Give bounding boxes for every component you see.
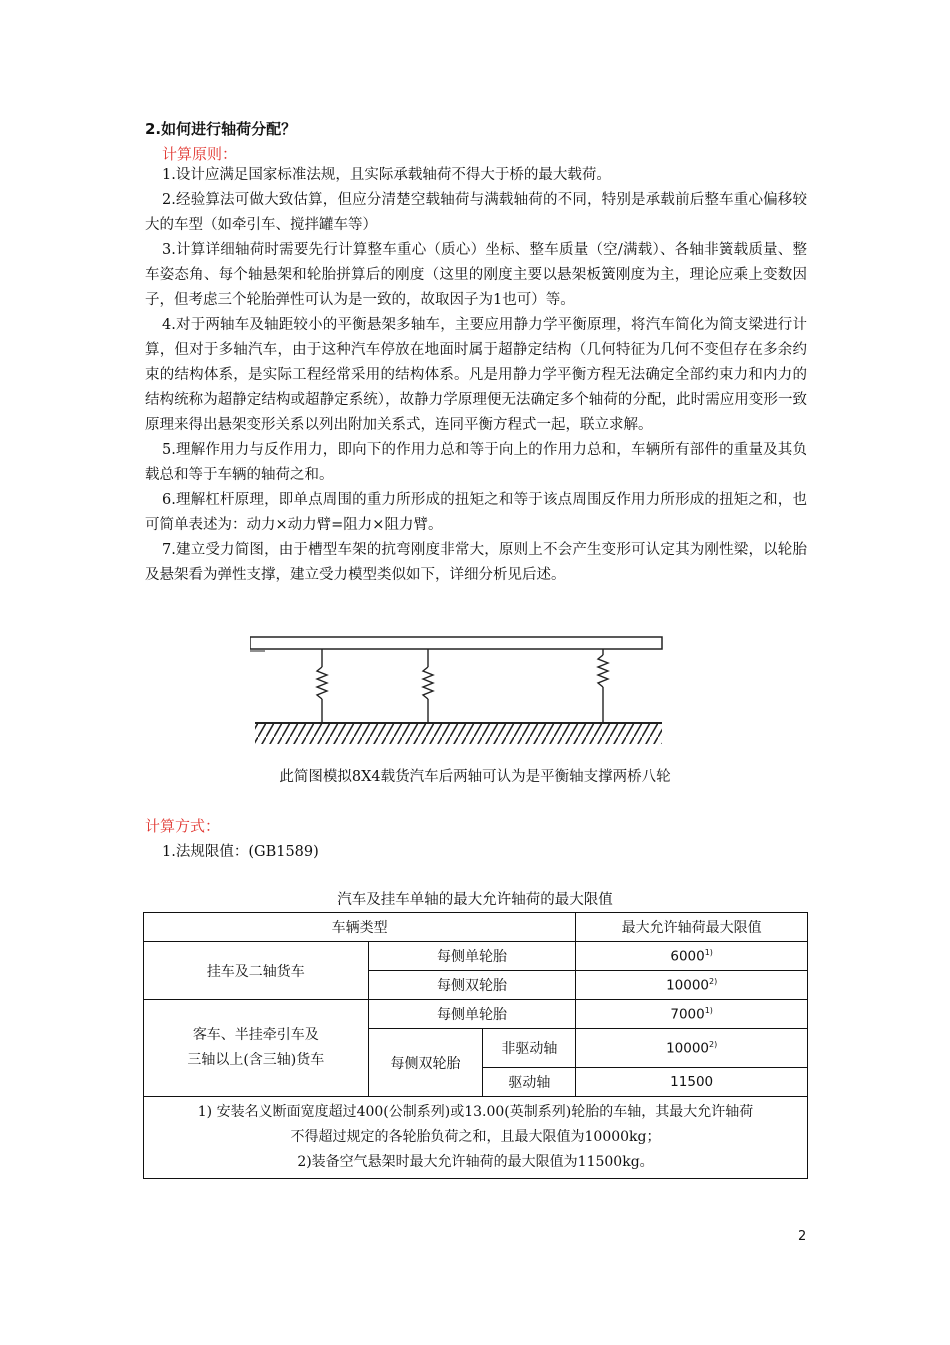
dual-tire-label: 每侧双轮胎 [368, 971, 576, 1000]
spring-support [423, 649, 433, 723]
method-item: 1.法规限值：(GB1589) [162, 844, 319, 860]
header-max-load: 最大允许轴荷最大限值 [576, 913, 808, 942]
table-cell-value: 7000$^{1)}$ [576, 1000, 808, 1029]
table-title: 汽车及挂车单轴的最大允许轴荷的最大限值 [337, 892, 613, 908]
table-notes [144, 1097, 808, 1179]
drive-axle-label: 驱动轴 [483, 1068, 576, 1097]
axle-load-table [143, 912, 808, 1179]
single-tire-label: 每侧单轮胎 [368, 1000, 576, 1029]
principle-item: 5.理解作用力与反作用力，即向下的作用力总和等于向上的作用力总和，车辆所有部件的重量及其负载总和等于车辆的轴荷之和。 [145, 442, 807, 483]
rigid-beam [250, 637, 662, 649]
spring-support [317, 649, 327, 723]
spring-support [598, 649, 608, 723]
principle-item: 7.建立受力简图，由于槽型车架的抗弯刚度非常大，原则上不会产生变形可认定其为刚性梁，以轮胎及悬架看为弹性支撑，建立受力模型类似如下，详细分析见后述。 [145, 542, 807, 583]
note-line: 2)装备空气悬架时最大允许轴荷的最大限值为11500kg。 [297, 1154, 654, 1170]
principle-item: 6.理解杠杆原理，即单点周围的重力所形成的扭矩之和等于该点周围反作用力所形成的扭矩之和，也可简单表述为：动力×动力臂=阻力×阻力臂。 [145, 492, 807, 533]
table-cell-value: 11500 [576, 1068, 808, 1097]
table-cell-value: 10000$^{2)}$ [576, 971, 808, 1000]
non-drive-axle-label: 非驱动轴 [483, 1029, 576, 1068]
ground-hatch [255, 724, 662, 744]
principles-list [145, 163, 807, 588]
group-trailer-two-axle: 挂车及二轴货车 [144, 942, 369, 1000]
section-heading: 2.如何进行轴荷分配？ [145, 120, 297, 138]
note-line: 不得超过规定的各轮胎负荷之和，且最大限值为10000kg； [290, 1129, 661, 1145]
header-vehicle-type: 车辆类型 [144, 913, 576, 942]
note-line: 1) 安装名义断面宽度超过400(公制系列)或13.00(英制系列)轮胎的车轴，其最大允许轴荷 [197, 1104, 754, 1120]
principle-item: 4.对于两轴车及轴距较小的平衡悬架多轴车，主要应用静力学平衡原理，将汽车简化为简支梁进行计算，但对于多轴汽车，由于这种汽车停放在地面时属于超静定结构（几何特征为几何不变但存在多余约束的结构体系，是实际工程经常采用的结构体系。凡是用静力学平衡方程无法确定全部约束力和内力的结构统称为超静定结构或超静定系统），故静力学原理便无法确定多个轴荷的分配，此时需应用变形一致原理来得出悬架变形关系以列出附加关系式，连同平衡方程式一起，联立求解。 [145, 317, 807, 433]
single-tire-label: 每侧单轮胎 [368, 942, 576, 971]
table-cell-value: 6000$^{1)}$ [576, 942, 808, 971]
group-bus-tractor-truck: 客车、半挂牵引车及 三轴以上(含三轴)货车 [144, 1000, 369, 1097]
dual-tire-label: 每侧双轮胎 [368, 1029, 483, 1097]
table-cell-value: 10000$^{2)}$ [576, 1029, 808, 1068]
force-diagram [250, 625, 670, 750]
principle-item: 1.设计应满足国家标准法规，且实际承载轴荷不得大于桥的最大载荷。 [162, 167, 611, 183]
page-number: 2 [798, 1229, 807, 1244]
diagram-caption: 此简图模拟8X4载货汽车后两轴可认为是平衡轴支撑两桥八轮 [279, 769, 671, 785]
principle-item: 2.经验算法可做大致估算，但应分清楚空载轴荷与满载轴荷的不同，特别是承载前后整车重心偏移较大的车型（如牵引车、搅拌罐车等） [145, 192, 807, 233]
method-label: 计算方式： [145, 817, 221, 835]
principles-label: 计算原则： [162, 145, 238, 163]
principle-item: 3.计算详细轴荷时需要先行计算整车重心（质心）坐标、整车质量（空/满载）、各轴非簧载质量、整车姿态角、每个轴悬架和轮胎拼算后的刚度（这里的刚度主要以悬架板簧刚度为主，理论应乘上变数因子，但考虑三个轮胎弹性可认为是一致的，故取因子为1也可）等。 [145, 242, 807, 308]
